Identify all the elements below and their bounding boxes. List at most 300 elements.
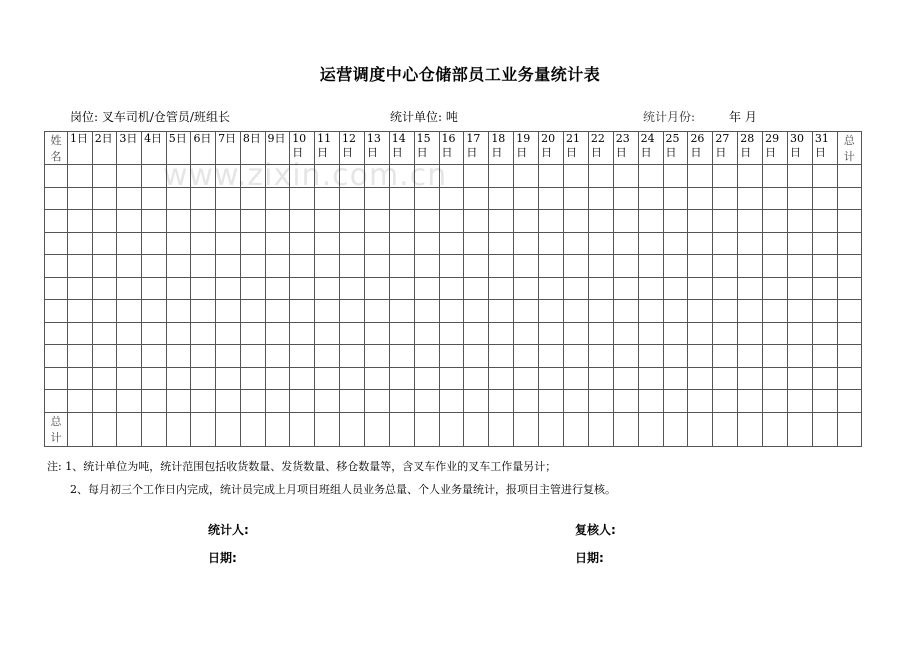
table-cell[interactable] [638,232,663,255]
table-cell[interactable] [514,255,539,278]
table-cell[interactable] [68,277,93,300]
table-cell[interactable] [68,367,93,390]
table-cell[interactable] [613,345,638,368]
table-cell[interactable] [439,187,464,210]
table-cell[interactable] [788,187,813,210]
table-cell[interactable] [216,367,241,390]
table-cell[interactable] [638,277,663,300]
table-cell[interactable] [788,165,813,188]
table-cell[interactable] [688,210,713,233]
table-cell[interactable] [563,390,588,413]
table-cell[interactable] [68,165,93,188]
table-cell[interactable] [489,187,514,210]
table-cell[interactable] [638,367,663,390]
table-cell[interactable] [45,345,68,368]
table-cell[interactable] [339,412,364,446]
table-cell[interactable] [364,165,389,188]
table-cell[interactable] [45,255,68,278]
table-cell[interactable] [191,300,216,323]
table-cell[interactable] [92,367,117,390]
table-cell[interactable] [738,165,763,188]
table-cell[interactable] [688,232,713,255]
table-cell[interactable] [191,367,216,390]
table-cell[interactable] [588,322,613,345]
table-cell[interactable] [539,322,564,345]
table-cell[interactable] [763,187,788,210]
table-cell[interactable] [414,412,439,446]
table-cell[interactable] [638,187,663,210]
table-cell[interactable] [117,300,142,323]
table-cell[interactable] [588,210,613,233]
table-cell[interactable] [315,345,340,368]
table-cell[interactable] [539,300,564,323]
table-cell[interactable] [166,165,191,188]
table-cell[interactable] [68,390,93,413]
table-cell[interactable] [638,412,663,446]
table-cell[interactable] [364,255,389,278]
table-cell[interactable] [142,210,167,233]
table-cell[interactable] [713,390,738,413]
table-cell[interactable] [315,165,340,188]
table-cell[interactable] [290,412,315,446]
table-cell[interactable] [812,390,837,413]
table-cell[interactable] [364,300,389,323]
table-cell[interactable] [663,412,688,446]
table-cell[interactable] [117,367,142,390]
table-cell[interactable] [812,165,837,188]
table-cell[interactable] [489,232,514,255]
table-cell[interactable] [439,390,464,413]
table-cell[interactable] [265,232,290,255]
table-cell[interactable] [389,210,414,233]
table-cell[interactable] [364,390,389,413]
table-cell[interactable] [464,255,489,278]
table-cell[interactable] [389,367,414,390]
table-cell[interactable] [315,390,340,413]
table-cell[interactable] [738,232,763,255]
table-cell[interactable] [663,165,688,188]
table-cell[interactable] [514,412,539,446]
table-cell[interactable] [638,165,663,188]
table-cell[interactable] [713,277,738,300]
table-cell[interactable] [290,322,315,345]
table-cell[interactable] [663,255,688,278]
table-cell[interactable] [514,367,539,390]
table-cell[interactable] [563,210,588,233]
table-cell[interactable] [240,300,265,323]
table-cell[interactable] [738,187,763,210]
table-cell[interactable] [688,165,713,188]
table-cell[interactable] [240,367,265,390]
table-cell[interactable] [563,232,588,255]
table-cell[interactable] [240,255,265,278]
table-cell[interactable] [489,300,514,323]
table-cell[interactable] [92,345,117,368]
table-cell[interactable] [763,210,788,233]
table-cell[interactable] [638,210,663,233]
table-cell[interactable] [713,255,738,278]
table-cell[interactable] [339,210,364,233]
table-cell[interactable] [812,232,837,255]
table-cell[interactable] [688,390,713,413]
table-cell[interactable] [240,210,265,233]
table-cell[interactable] [738,390,763,413]
table-cell[interactable] [812,277,837,300]
table-cell[interactable] [68,300,93,323]
table-cell[interactable] [142,300,167,323]
table-cell[interactable] [439,345,464,368]
table-cell[interactable] [439,277,464,300]
table-cell[interactable] [688,300,713,323]
table-cell[interactable] [514,345,539,368]
table-cell[interactable] [92,165,117,188]
table-cell[interactable] [837,322,861,345]
table-cell[interactable] [514,300,539,323]
table-cell[interactable] [738,255,763,278]
table-cell[interactable] [588,255,613,278]
table-cell[interactable] [489,165,514,188]
table-cell[interactable] [563,367,588,390]
table-cell[interactable] [439,300,464,323]
table-cell[interactable] [315,277,340,300]
table-cell[interactable] [563,255,588,278]
table-cell[interactable] [191,345,216,368]
table-cell[interactable] [389,390,414,413]
table-cell[interactable] [142,232,167,255]
table-cell[interactable] [216,412,241,446]
table-cell[interactable] [688,367,713,390]
table-cell[interactable] [663,367,688,390]
table-cell[interactable] [788,300,813,323]
table-cell[interactable] [142,367,167,390]
table-cell[interactable] [837,210,861,233]
table-cell[interactable] [117,187,142,210]
table-cell[interactable] [414,390,439,413]
table-cell[interactable] [588,345,613,368]
table-cell[interactable] [563,300,588,323]
table-cell[interactable] [117,390,142,413]
table-cell[interactable] [68,345,93,368]
table-cell[interactable] [563,187,588,210]
table-cell[interactable] [514,322,539,345]
table-cell[interactable] [265,390,290,413]
table-cell[interactable] [45,277,68,300]
table-cell[interactable] [240,277,265,300]
table-cell[interactable] [142,322,167,345]
table-cell[interactable] [45,165,68,188]
table-cell[interactable] [588,232,613,255]
table-cell[interactable] [216,165,241,188]
table-cell[interactable] [166,232,191,255]
table-cell[interactable] [763,412,788,446]
table-cell[interactable] [117,277,142,300]
table-cell[interactable] [588,277,613,300]
table-cell[interactable] [265,255,290,278]
table-cell[interactable] [837,367,861,390]
table-cell[interactable] [117,255,142,278]
table-cell[interactable] [539,390,564,413]
table-cell[interactable] [339,165,364,188]
table-cell[interactable] [216,187,241,210]
table-cell[interactable] [812,322,837,345]
table-cell[interactable] [489,345,514,368]
table-cell[interactable] [414,210,439,233]
table-cell[interactable] [464,187,489,210]
table-cell[interactable] [364,277,389,300]
table-cell[interactable] [489,390,514,413]
table-cell[interactable] [788,277,813,300]
table-cell[interactable] [92,390,117,413]
table-cell[interactable] [315,322,340,345]
table-cell[interactable] [738,367,763,390]
table-cell[interactable] [713,412,738,446]
table-cell[interactable] [339,345,364,368]
table-cell[interactable] [389,412,414,446]
table-cell[interactable] [92,322,117,345]
table-cell[interactable] [812,187,837,210]
table-cell[interactable] [315,300,340,323]
table-cell[interactable] [191,322,216,345]
table-cell[interactable] [117,210,142,233]
table-cell[interactable] [812,367,837,390]
table-cell[interactable] [92,232,117,255]
table-cell[interactable] [688,277,713,300]
table-cell[interactable] [514,277,539,300]
table-cell[interactable] [788,210,813,233]
table-cell[interactable] [464,300,489,323]
table-cell[interactable] [166,277,191,300]
table-cell[interactable] [339,255,364,278]
table-cell[interactable] [763,345,788,368]
table-cell[interactable] [539,277,564,300]
table-cell[interactable] [142,187,167,210]
table-cell[interactable] [613,412,638,446]
table-cell[interactable] [216,390,241,413]
table-cell[interactable] [364,210,389,233]
table-cell[interactable] [812,412,837,446]
table-cell[interactable] [464,322,489,345]
table-cell[interactable] [68,187,93,210]
table-cell[interactable] [45,367,68,390]
table-cell[interactable] [713,322,738,345]
table-cell[interactable] [92,210,117,233]
table-cell[interactable] [613,390,638,413]
table-cell[interactable] [45,300,68,323]
table-cell[interactable] [439,210,464,233]
table-cell[interactable] [315,367,340,390]
table-cell[interactable] [738,300,763,323]
table-cell[interactable] [588,165,613,188]
table-cell[interactable] [439,165,464,188]
table-cell[interactable] [738,322,763,345]
table-cell[interactable] [166,210,191,233]
table-cell[interactable] [663,300,688,323]
table-cell[interactable] [191,277,216,300]
table-cell[interactable] [315,187,340,210]
table-cell[interactable] [663,232,688,255]
table-cell[interactable] [191,255,216,278]
table-cell[interactable] [738,277,763,300]
table-cell[interactable] [837,232,861,255]
table-cell[interactable] [364,232,389,255]
table-cell[interactable] [663,210,688,233]
table-cell[interactable] [489,322,514,345]
table-cell[interactable] [290,165,315,188]
table-cell[interactable] [588,187,613,210]
table-cell[interactable] [142,412,167,446]
table-cell[interactable] [638,322,663,345]
table-cell[interactable] [166,255,191,278]
table-cell[interactable] [539,187,564,210]
table-cell[interactable] [142,165,167,188]
table-cell[interactable] [265,277,290,300]
table-cell[interactable] [788,255,813,278]
table-cell[interactable] [788,345,813,368]
table-cell[interactable] [389,277,414,300]
table-cell[interactable] [613,232,638,255]
table-cell[interactable] [339,300,364,323]
table-cell[interactable] [364,187,389,210]
table-cell[interactable] [45,232,68,255]
table-cell[interactable] [837,255,861,278]
table-cell[interactable] [191,390,216,413]
table-cell[interactable] [339,277,364,300]
table-cell[interactable] [389,232,414,255]
table-cell[interactable] [389,165,414,188]
table-cell[interactable] [191,187,216,210]
table-cell[interactable] [563,345,588,368]
table-cell[interactable] [142,277,167,300]
table-cell[interactable] [539,210,564,233]
table-cell[interactable] [389,322,414,345]
table-cell[interactable] [68,210,93,233]
table-cell[interactable] [364,322,389,345]
table-cell[interactable] [539,255,564,278]
table-cell[interactable] [688,255,713,278]
table-cell[interactable] [92,412,117,446]
table-cell[interactable] [588,412,613,446]
table-cell[interactable] [339,187,364,210]
table-cell[interactable] [315,412,340,446]
table-cell[interactable] [389,255,414,278]
table-cell[interactable] [837,165,861,188]
table-cell[interactable] [290,300,315,323]
table-cell[interactable] [216,300,241,323]
table-cell[interactable] [837,412,861,446]
table-cell[interactable] [414,255,439,278]
table-cell[interactable] [713,300,738,323]
table-cell[interactable] [265,165,290,188]
table-cell[interactable] [166,187,191,210]
table-cell[interactable] [142,345,167,368]
table-cell[interactable] [588,300,613,323]
table-cell[interactable] [489,367,514,390]
table-cell[interactable] [339,367,364,390]
table-cell[interactable] [514,232,539,255]
table-cell[interactable] [713,232,738,255]
table-cell[interactable] [265,345,290,368]
table-cell[interactable] [489,412,514,446]
table-cell[interactable] [464,165,489,188]
table-cell[interactable] [68,322,93,345]
table-cell[interactable] [613,165,638,188]
table-cell[interactable] [290,232,315,255]
table-cell[interactable] [117,232,142,255]
table-cell[interactable] [713,367,738,390]
table-cell[interactable] [713,210,738,233]
table-cell[interactable] [763,322,788,345]
table-cell[interactable] [216,255,241,278]
table-cell[interactable] [315,210,340,233]
table-cell[interactable] [464,210,489,233]
table-cell[interactable] [414,187,439,210]
table-cell[interactable] [92,277,117,300]
table-cell[interactable] [837,300,861,323]
table-cell[interactable] [688,412,713,446]
table-cell[interactable] [738,345,763,368]
table-cell[interactable] [240,165,265,188]
table-cell[interactable] [414,165,439,188]
table-cell[interactable] [788,367,813,390]
table-cell[interactable] [166,345,191,368]
table-cell[interactable] [489,255,514,278]
table-cell[interactable] [464,232,489,255]
table-cell[interactable] [265,322,290,345]
table-cell[interactable] [265,412,290,446]
table-cell[interactable] [489,277,514,300]
table-cell[interactable] [92,300,117,323]
table-cell[interactable] [68,232,93,255]
table-cell[interactable] [45,322,68,345]
table-cell[interactable] [414,300,439,323]
table-cell[interactable] [389,300,414,323]
table-cell[interactable] [191,210,216,233]
table-cell[interactable] [290,255,315,278]
table-cell[interactable] [663,187,688,210]
table-cell[interactable] [763,390,788,413]
table-cell[interactable] [216,210,241,233]
table-cell[interactable] [713,345,738,368]
table-cell[interactable] [464,277,489,300]
table-cell[interactable] [364,367,389,390]
table-cell[interactable] [514,210,539,233]
table-cell[interactable] [613,322,638,345]
table-cell[interactable] [837,345,861,368]
table-cell[interactable] [464,412,489,446]
table-cell[interactable] [464,390,489,413]
table-cell[interactable] [563,165,588,188]
table-cell[interactable] [514,165,539,188]
table-cell[interactable] [588,367,613,390]
table-cell[interactable] [763,367,788,390]
table-cell[interactable] [638,345,663,368]
table-cell[interactable] [514,390,539,413]
table-cell[interactable] [763,300,788,323]
table-cell[interactable] [45,390,68,413]
table-cell[interactable] [166,390,191,413]
table-cell[interactable] [191,165,216,188]
table-cell[interactable] [265,210,290,233]
table-cell[interactable] [265,367,290,390]
table-cell[interactable] [788,412,813,446]
table-cell[interactable] [439,412,464,446]
table-cell[interactable] [539,345,564,368]
table-cell[interactable] [464,367,489,390]
table-cell[interactable] [514,187,539,210]
table-cell[interactable] [613,187,638,210]
table-cell[interactable] [613,255,638,278]
table-cell[interactable] [414,345,439,368]
